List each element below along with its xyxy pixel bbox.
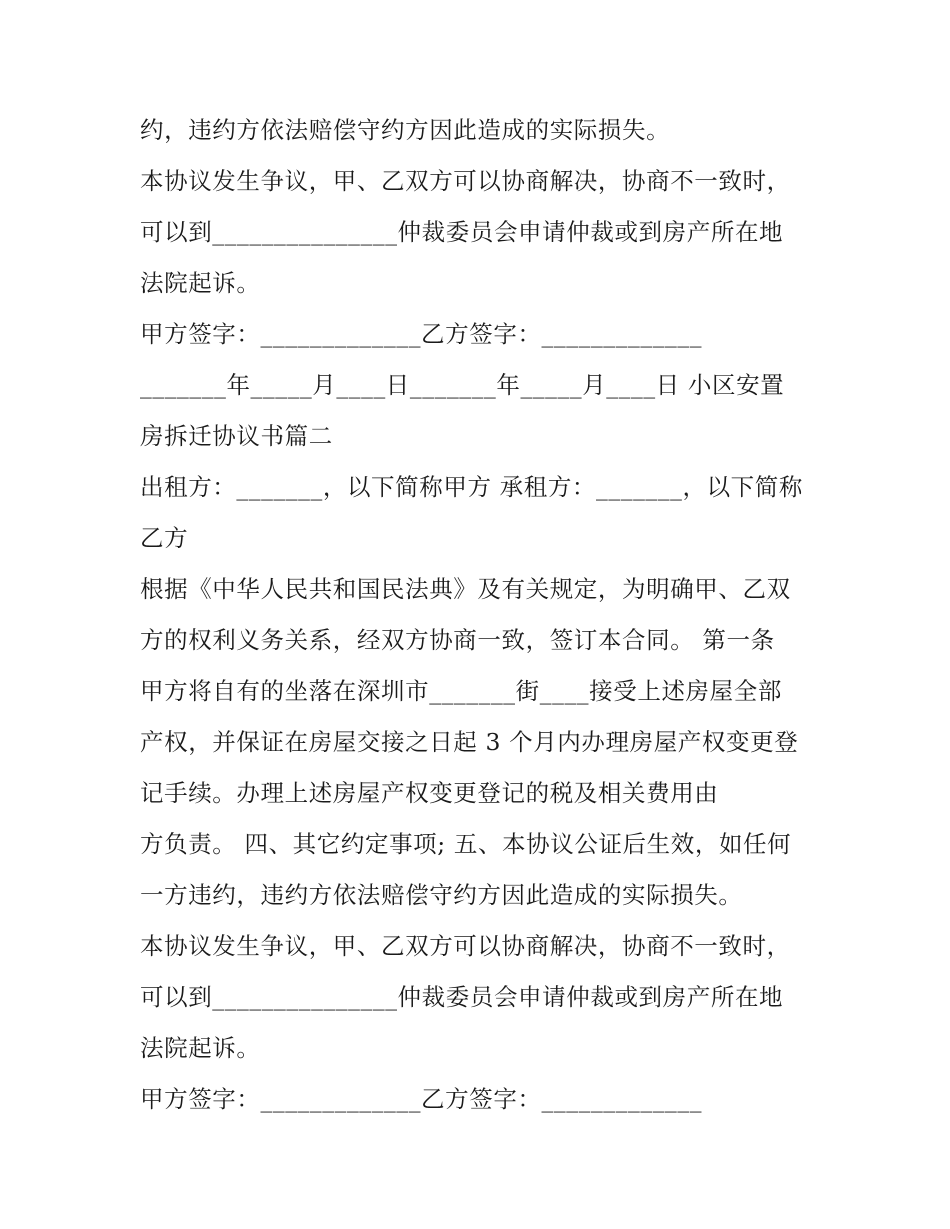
- signature-line: 甲方签字：_____________乙方签字：_____________: [140, 1085, 703, 1113]
- text-line: 一方违约，违约方依法赔偿守约方因此造成的实际损失。: [140, 881, 743, 909]
- text-line: 根据《中华人民共和国民法典》及有关规定，为明确甲、乙双: [140, 575, 791, 603]
- text-line: 法院起诉。: [140, 1034, 261, 1062]
- text-line: 可以到_______________仲裁委员会申请仲裁或到房产所在地: [140, 218, 784, 246]
- text-line: 法院起诉。: [140, 269, 261, 297]
- text-line: 方负责。 四、其它约定事项; 五、本协议公证后生效，如任何: [140, 830, 792, 858]
- section-title: 房拆迁协议书篇二: [140, 422, 333, 450]
- text-line: 乙方: [140, 524, 189, 552]
- parties-line: 出租方：_______，以下简称甲方 承租方：_______，以下简称: [140, 473, 803, 501]
- text-line: 本协议发生争议，甲、乙双方可以协商解决，协商不一致时，: [140, 167, 791, 195]
- text-line: 记手续。办理上述房屋产权变更登记的税及相关费用由: [140, 779, 719, 807]
- text-line: 本协议发生争议，甲、乙双方可以协商解决，协商不一致时，: [140, 932, 791, 960]
- text-line: 产权，并保证在房屋交接之日起 3 个月内办理房屋产权变更登: [140, 728, 799, 756]
- text-line: 方的权利义务关系，经双方协商一致，签订本合同。 第一条: [140, 626, 775, 654]
- text-line: 可以到_______________仲裁委员会申请仲裁或到房产所在地: [140, 983, 784, 1011]
- text-line: 甲方将自有的坐落在深圳市_______街____接受上述房屋全部: [140, 677, 782, 705]
- text-line: 约，违约方依法赔偿守约方因此造成的实际损失。: [140, 116, 671, 144]
- signature-line: 甲方签字：_____________乙方签字：_____________: [140, 320, 703, 348]
- date-line: _______年_____月____日_______年_____月____日 小区安置: [140, 371, 785, 399]
